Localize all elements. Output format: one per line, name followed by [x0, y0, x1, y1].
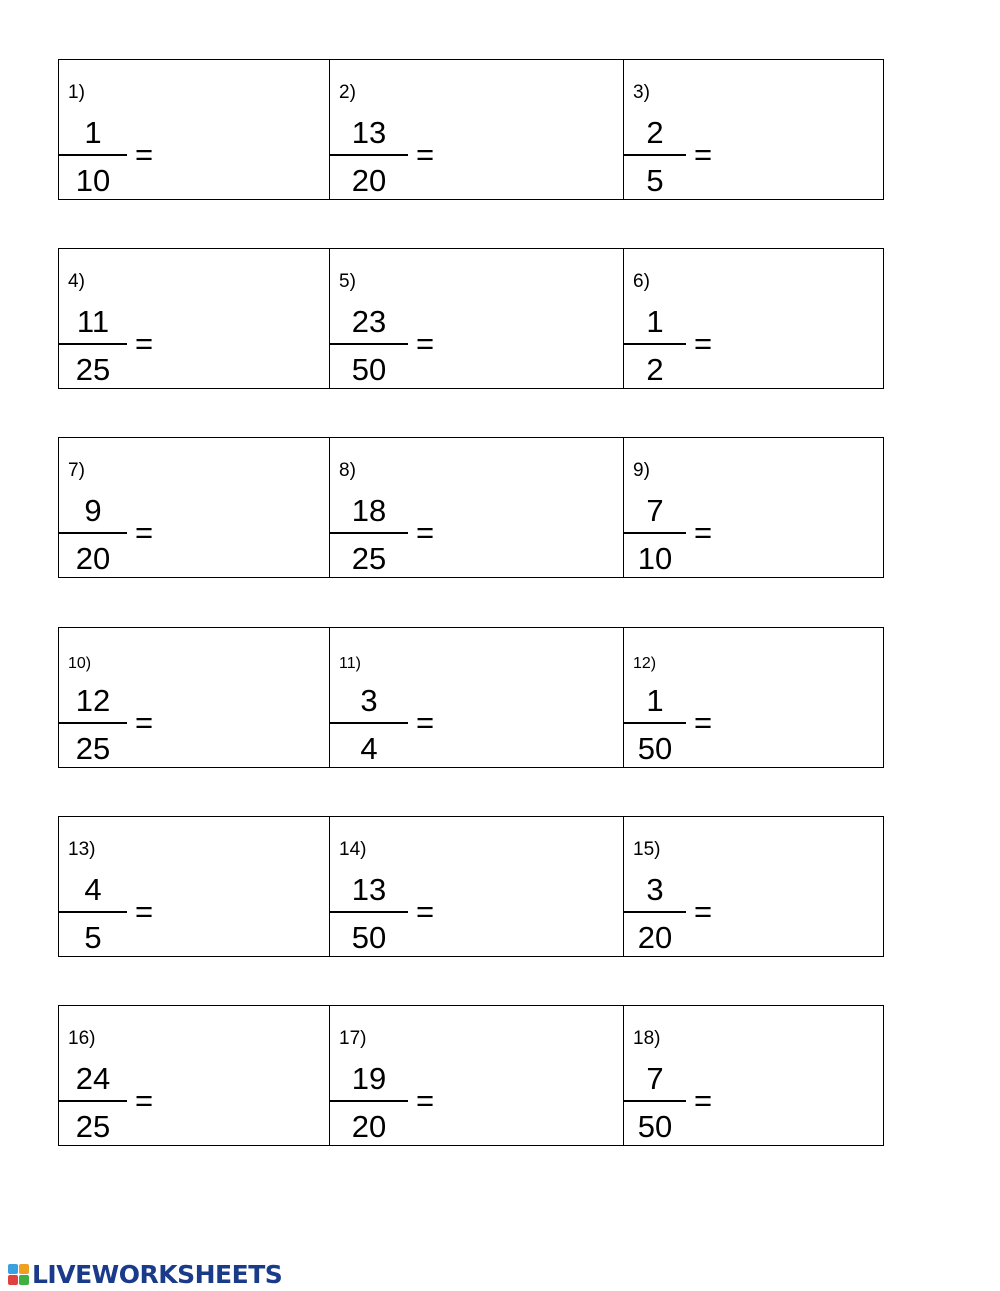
numerator: 1	[84, 115, 102, 150]
numerator: 7	[646, 1061, 664, 1096]
denominator: 50	[351, 920, 387, 955]
numerator: 3	[360, 683, 378, 718]
equals-sign: =	[416, 515, 435, 550]
problem-cell	[329, 438, 623, 577]
denominator: 10	[75, 163, 111, 198]
numerator: 2	[646, 115, 664, 150]
denominator: 20	[75, 541, 111, 576]
numerator: 13	[351, 115, 387, 150]
problem-number: 15)	[633, 839, 661, 860]
equals-sign: =	[135, 515, 154, 550]
fraction-bar	[330, 154, 408, 156]
fraction-bar	[330, 343, 408, 345]
fraction-bar	[59, 343, 127, 345]
problem-number: 2)	[339, 82, 356, 103]
problem-cell	[623, 628, 885, 767]
fraction-bar	[624, 343, 686, 345]
problem-number: 9)	[633, 460, 650, 481]
denominator: 25	[351, 541, 387, 576]
problem-cell	[623, 249, 885, 388]
logo-icon	[8, 1264, 29, 1285]
denominator: 20	[351, 1109, 387, 1144]
problem-cell	[623, 60, 885, 199]
denominator: 50	[637, 731, 673, 766]
denominator: 50	[637, 1109, 673, 1144]
numerator: 12	[75, 683, 111, 718]
equals-sign: =	[694, 137, 713, 172]
problem-cell	[59, 1006, 329, 1145]
fraction-bar	[624, 722, 686, 724]
equals-sign: =	[416, 894, 435, 929]
denominator: 25	[75, 352, 111, 387]
problem-number: 8)	[339, 460, 356, 481]
equals-sign: =	[416, 1083, 435, 1118]
fraction-bar	[624, 532, 686, 534]
problem-number: 10)	[68, 655, 92, 672]
denominator: 20	[637, 920, 673, 955]
problem-number: 16)	[68, 1028, 96, 1049]
equals-sign: =	[694, 1083, 713, 1118]
problem-cell	[329, 628, 623, 767]
liveworksheets-logo[interactable]	[8, 1259, 282, 1289]
numerator: 19	[351, 1061, 387, 1096]
problem-number: 1)	[68, 82, 85, 103]
problem-number: 11)	[339, 655, 361, 672]
numerator: 18	[351, 493, 387, 528]
numerator: 13	[351, 872, 387, 907]
numerator: 1	[646, 683, 664, 718]
problem-cell	[329, 817, 623, 956]
fraction-bar	[330, 911, 408, 913]
problem-number: 12)	[633, 655, 657, 672]
denominator: 20	[351, 163, 387, 198]
problem-number: 13)	[68, 839, 96, 860]
problem-row	[58, 627, 884, 768]
problem-row	[58, 816, 884, 957]
equals-sign: =	[694, 515, 713, 550]
problem-cell	[59, 817, 329, 956]
problem-row	[58, 1005, 884, 1146]
problem-cell	[623, 438, 885, 577]
problem-number: 6)	[633, 271, 650, 292]
logo-square	[8, 1264, 18, 1274]
denominator: 5	[84, 920, 102, 955]
equals-sign: =	[694, 705, 713, 740]
fraction-bar	[59, 532, 127, 534]
equals-sign: =	[694, 894, 713, 929]
logo-square	[19, 1264, 29, 1274]
problem-row	[58, 248, 884, 389]
numerator: 9	[84, 493, 102, 528]
problem-row	[58, 59, 884, 200]
problem-cell	[329, 249, 623, 388]
numerator: 7	[646, 493, 664, 528]
equals-sign: =	[416, 705, 435, 740]
denominator: 4	[360, 731, 378, 766]
problem-cell	[59, 60, 329, 199]
equals-sign: =	[416, 326, 435, 361]
logo-square	[19, 1275, 29, 1285]
equals-sign: =	[135, 137, 154, 172]
problem-number: 4)	[68, 271, 85, 292]
numerator: 23	[351, 304, 387, 339]
problem-number: 18)	[633, 1028, 661, 1049]
fraction-bar	[624, 911, 686, 913]
denominator: 50	[351, 352, 387, 387]
fraction-bar	[59, 154, 127, 156]
numerator: 4	[84, 872, 102, 907]
denominator: 10	[637, 541, 673, 576]
equals-sign: =	[135, 326, 154, 361]
problem-cell	[623, 1006, 885, 1145]
numerator: 3	[646, 872, 664, 907]
numerator: 11	[76, 304, 110, 339]
numerator: 24	[75, 1061, 111, 1096]
problem-cell	[329, 1006, 623, 1145]
logo-square	[8, 1275, 18, 1285]
equals-sign: =	[135, 894, 154, 929]
fraction-bar	[330, 532, 408, 534]
fraction-bar	[624, 154, 686, 156]
equals-sign: =	[135, 705, 154, 740]
fraction-bar	[624, 1100, 686, 1102]
denominator: 5	[646, 163, 664, 198]
problem-number: 3)	[633, 82, 650, 103]
fraction-bar	[59, 722, 127, 724]
problem-number: 7)	[68, 460, 85, 481]
denominator: 2	[646, 352, 664, 387]
fraction-bar	[330, 722, 408, 724]
problem-number: 14)	[339, 839, 367, 860]
equals-sign: =	[694, 326, 713, 361]
problem-cell	[329, 60, 623, 199]
denominator: 25	[75, 731, 111, 766]
logo-text: LIVEWORKSHEETS	[32, 1259, 283, 1289]
problem-number: 17)	[339, 1028, 367, 1049]
problem-number: 5)	[339, 271, 356, 292]
problem-cell	[623, 817, 885, 956]
denominator: 25	[75, 1109, 111, 1144]
fraction-bar	[330, 1100, 408, 1102]
fraction-bar	[59, 911, 127, 913]
problem-row	[58, 437, 884, 578]
problem-cell	[59, 249, 329, 388]
equals-sign: =	[135, 1083, 154, 1118]
problem-cell	[59, 438, 329, 577]
numerator: 1	[646, 304, 664, 339]
fraction-bar	[59, 1100, 127, 1102]
equals-sign: =	[416, 137, 435, 172]
problem-cell	[59, 628, 329, 767]
